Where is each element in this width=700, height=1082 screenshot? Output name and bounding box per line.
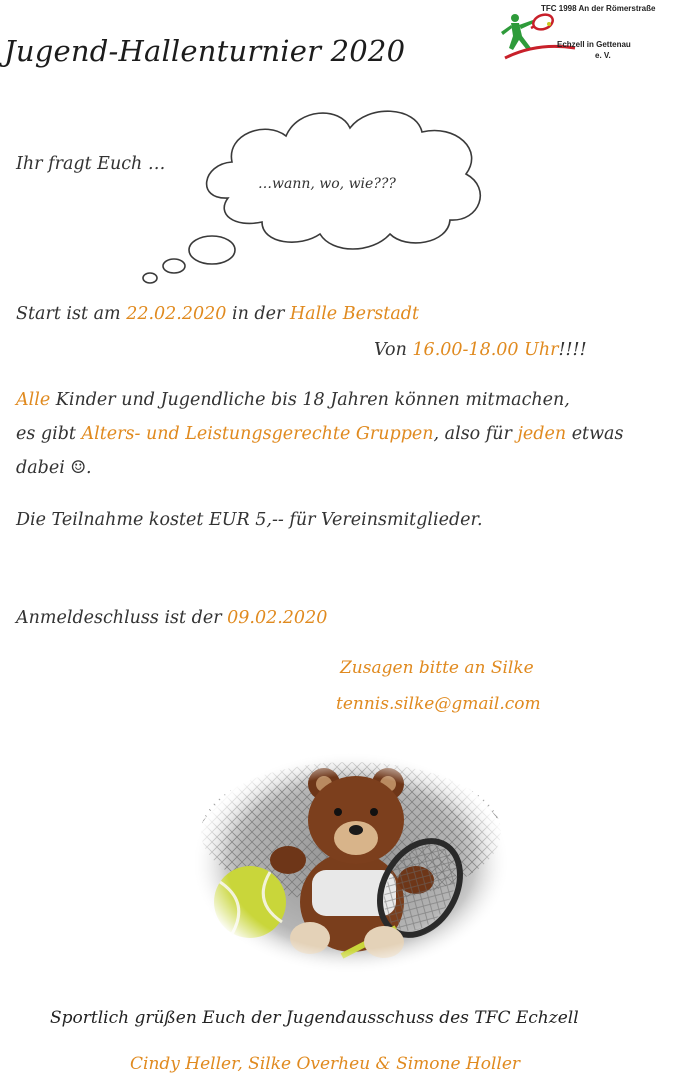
club-logo [497, 2, 697, 74]
time-value: 16.00-18.00 Uhr [412, 340, 559, 360]
participants-text-2-suffix: etwas [571, 424, 624, 444]
intro-text: Ihr fragt Euch … [16, 154, 166, 174]
fee-text: Die Teilnahme kostet EUR 5,-- für Vereinsmitglieder. [16, 510, 483, 530]
logo-top-text: TFC 1998 An der Römerstraße [541, 4, 656, 13]
page-title: Jugend-Hallenturnier 2020 [4, 34, 406, 68]
word-all: Alle [16, 390, 51, 410]
participants-line-1 [16, 390, 570, 410]
deadline-line [16, 608, 327, 628]
start-place: Halle Berstadt [289, 304, 419, 324]
start-middle: in der [231, 304, 285, 324]
time-prefix: Von [374, 340, 407, 360]
participants-line-3: dabei ☺. [16, 458, 92, 478]
time-suffix: !!!! [558, 340, 587, 360]
deadline-prefix: Anmeldeschluss ist der [16, 608, 222, 628]
logo-bottom-text: e. V. [595, 51, 611, 60]
start-prefix: Start ist am [16, 304, 121, 324]
thought-bubble-text: …wann, wo, wie??? [258, 176, 396, 192]
participants-text-1: Kinder und Jugendliche bis 18 Jahren können mitmachen, [55, 390, 570, 410]
time-line [374, 340, 587, 360]
logo-mid-text: Echzell in Gettenau [557, 40, 631, 49]
start-line [16, 304, 419, 324]
everyone-text: jeden [517, 424, 567, 444]
start-date: 22.02.2020 [126, 304, 227, 324]
deadline-date: 09.02.2020 [227, 608, 328, 628]
groups-text: Alters- und Leistungsgerechte Gruppen [81, 424, 434, 444]
thought-bubble-icon [136, 98, 496, 288]
participants-line-2 [16, 424, 623, 444]
teddy-bear-photo [192, 752, 510, 974]
contact-email-link[interactable]: tennis.silke@gmail.com [336, 694, 541, 714]
contact-line: Zusagen bitte an Silke [340, 658, 534, 678]
participants-text-2-prefix: es gibt [16, 424, 76, 444]
signatories-text: Cindy Heller, Silke Overheu & Simone Holler [130, 1054, 521, 1074]
participants-text-2-middle: , also für [433, 424, 512, 444]
closing-text: Sportlich grüßen Euch der Jugendausschuss des TFC Echzell [50, 1008, 579, 1028]
tennis-player-logo-icon [497, 12, 577, 64]
